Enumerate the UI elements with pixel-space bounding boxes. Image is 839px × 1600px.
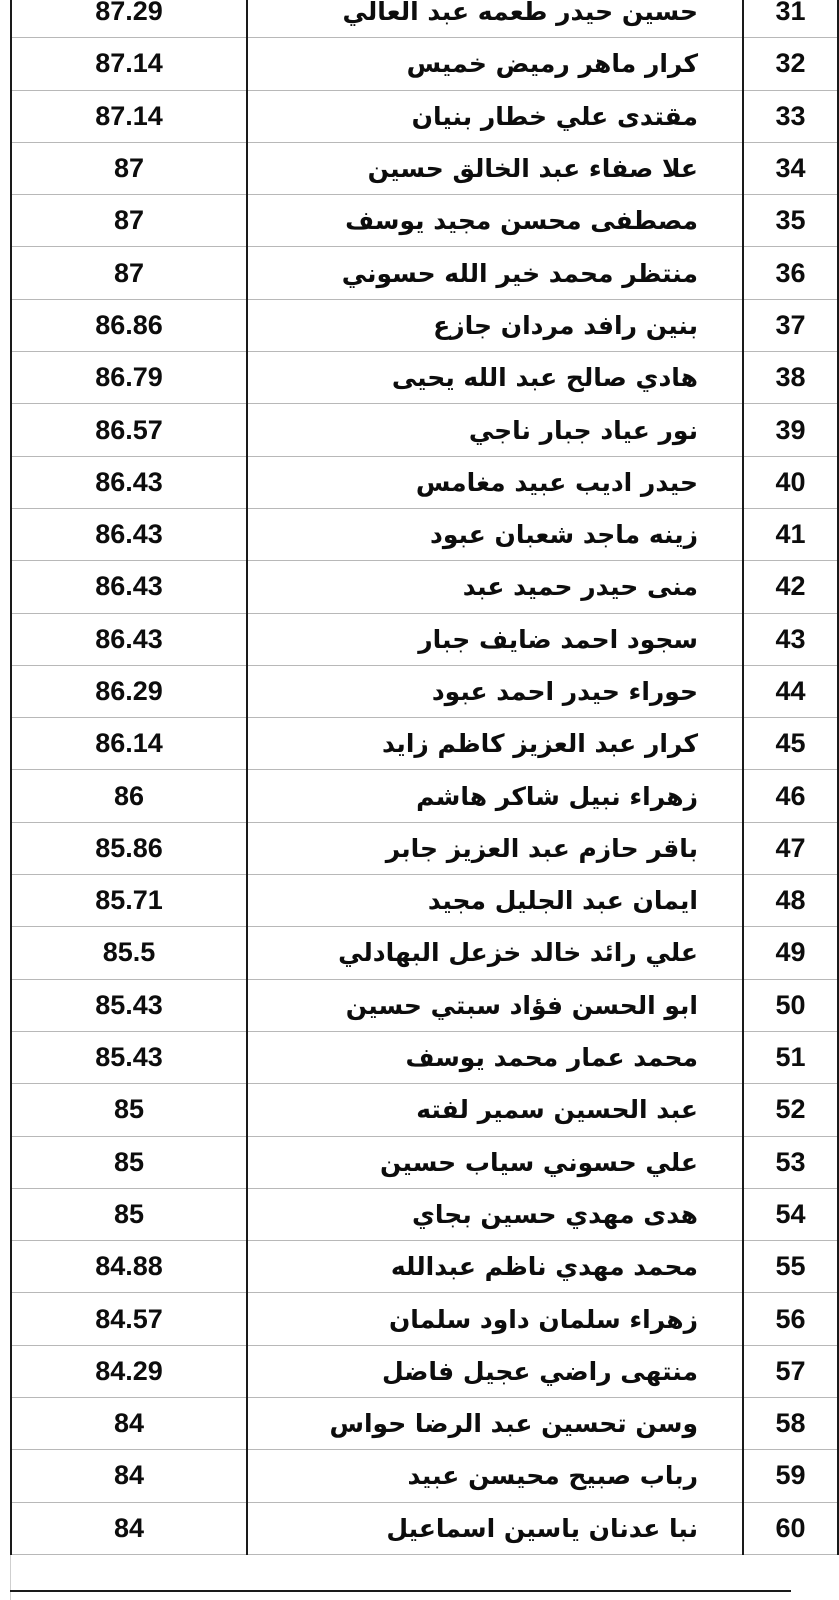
table-row (11, 1188, 838, 1240)
table-row (11, 927, 838, 979)
score-cell[interactable]: 84 (11, 1502, 247, 1554)
student-name-cell[interactable]: رباب صبيح محيسن عبيد (247, 1450, 743, 1502)
table-row (11, 404, 838, 456)
table-row (11, 1241, 838, 1293)
score-cell[interactable]: 87.14 (11, 38, 247, 90)
table-row (11, 1398, 838, 1450)
table-row (11, 508, 838, 560)
row-number-cell[interactable]: 53 (743, 1136, 838, 1188)
row-number-cell[interactable]: 44 (743, 665, 838, 717)
row-number-cell[interactable]: 56 (743, 1293, 838, 1345)
score-cell[interactable]: 86.43 (11, 613, 247, 665)
row-number-cell[interactable]: 55 (743, 1241, 838, 1293)
score-cell[interactable]: 86.57 (11, 404, 247, 456)
row-number-cell[interactable]: 45 (743, 718, 838, 770)
student-name-cell[interactable]: كرار عبد العزيز كاظم زايد (247, 718, 743, 770)
score-cell[interactable]: 87 (11, 247, 247, 299)
score-cell[interactable]: 84.88 (11, 1241, 247, 1293)
score-cell[interactable]: 87.14 (11, 90, 247, 142)
table-row (11, 1450, 838, 1502)
student-name-cell[interactable]: محمد مهدي ناظم عبدالله (247, 1241, 743, 1293)
student-name-cell[interactable]: هدى مهدي حسين بجاي (247, 1188, 743, 1240)
row-number-cell[interactable]: 38 (743, 352, 838, 404)
student-name-cell[interactable]: ايمان عبد الجليل مجيد (247, 875, 743, 927)
table-row (11, 718, 838, 770)
student-name-cell[interactable]: محمد عمار محمد يوسف (247, 1031, 743, 1083)
table-row (11, 1084, 838, 1136)
score-cell[interactable]: 84.57 (11, 1293, 247, 1345)
score-cell[interactable]: 86.43 (11, 561, 247, 613)
table-row (11, 1031, 838, 1083)
table-row (11, 456, 838, 508)
row-number-cell[interactable]: 57 (743, 1345, 838, 1397)
score-cell[interactable]: 85 (11, 1084, 247, 1136)
score-cell[interactable]: 85.43 (11, 979, 247, 1031)
row-number-cell[interactable]: 58 (743, 1398, 838, 1450)
score-cell[interactable]: 86.86 (11, 299, 247, 351)
table-row (11, 770, 838, 822)
table-row (11, 1136, 838, 1188)
student-name-cell[interactable]: منى حيدر حميد عبد (247, 561, 743, 613)
grades-table (10, 0, 839, 1555)
score-cell[interactable]: 84 (11, 1450, 247, 1502)
student-name-cell[interactable]: سجود احمد ضايف جبار (247, 613, 743, 665)
score-cell[interactable]: 85.43 (11, 1031, 247, 1083)
score-cell[interactable]: 87.29 (11, 0, 247, 38)
score-cell[interactable]: 85.71 (11, 875, 247, 927)
row-number-cell[interactable]: 47 (743, 822, 838, 874)
score-cell[interactable]: 84.29 (11, 1345, 247, 1397)
student-name-cell[interactable]: حوراء حيدر احمد عبود (247, 665, 743, 717)
student-name-cell[interactable]: مصطفى محسن مجيد يوسف (247, 195, 743, 247)
table-row (11, 195, 838, 247)
student-name-cell[interactable]: باقر حازم عبد العزيز جابر (247, 822, 743, 874)
score-cell[interactable]: 85.86 (11, 822, 247, 874)
student-name-cell[interactable]: نور عياد جبار ناجي (247, 404, 743, 456)
score-cell[interactable]: 87 (11, 195, 247, 247)
table-row (11, 38, 838, 90)
row-number-cell[interactable]: 46 (743, 770, 838, 822)
score-cell[interactable]: 85.5 (11, 927, 247, 979)
student-name-cell[interactable]: عبد الحسين سمير لفته (247, 1084, 743, 1136)
row-number-cell[interactable]: 35 (743, 195, 838, 247)
student-name-cell[interactable]: منتظر محمد خير الله حسوني (247, 247, 743, 299)
score-cell[interactable]: 85 (11, 1188, 247, 1240)
table-bottom-border (10, 1590, 791, 1592)
student-name-cell[interactable]: زهراء نبيل شاكر هاشم (247, 770, 743, 822)
score-cell[interactable]: 84 (11, 1398, 247, 1450)
student-name-cell[interactable]: علي رائد خالد خزعل البهادلي (247, 927, 743, 979)
row-number-cell[interactable]: 41 (743, 508, 838, 560)
score-cell[interactable]: 86.29 (11, 665, 247, 717)
row-number-cell[interactable]: 39 (743, 404, 838, 456)
student-name-cell[interactable]: زهراء سلمان داود سلمان (247, 1293, 743, 1345)
table-row (11, 352, 838, 404)
table-row (11, 979, 838, 1031)
row-number-cell[interactable]: 40 (743, 456, 838, 508)
row-number-cell[interactable]: 50 (743, 979, 838, 1031)
row-number-cell[interactable]: 33 (743, 90, 838, 142)
score-cell[interactable]: 86.14 (11, 718, 247, 770)
table-row (11, 822, 838, 874)
row-number-cell[interactable]: 32 (743, 38, 838, 90)
table-row (11, 875, 838, 927)
score-cell[interactable]: 87 (11, 142, 247, 194)
student-name-cell[interactable]: نبا عدنان ياسين اسماعيل (247, 1502, 743, 1554)
row-number-cell[interactable]: 34 (743, 142, 838, 194)
table-row (11, 299, 838, 351)
row-number-cell[interactable]: 31 (743, 0, 838, 38)
student-name-cell[interactable]: وسن تحسين عبد الرضا حواس (247, 1398, 743, 1450)
row-number-cell[interactable]: 60 (743, 1502, 838, 1554)
student-name-cell[interactable]: ابو الحسن فؤاد سبتي حسين (247, 979, 743, 1031)
score-cell[interactable]: 86.79 (11, 352, 247, 404)
student-name-cell[interactable]: منتهى راضي عجيل فاضل (247, 1345, 743, 1397)
table-row (11, 1502, 838, 1554)
table-row (11, 613, 838, 665)
student-name-cell[interactable]: مقتدى علي خطار بنيان (247, 90, 743, 142)
table-row (11, 90, 838, 142)
row-number-cell[interactable]: 36 (743, 247, 838, 299)
score-cell[interactable]: 86 (11, 770, 247, 822)
table-row (11, 561, 838, 613)
score-cell[interactable]: 86.43 (11, 508, 247, 560)
table-row (11, 247, 838, 299)
row-number-cell[interactable]: 49 (743, 927, 838, 979)
score-cell[interactable]: 86.43 (11, 456, 247, 508)
table-row (11, 0, 838, 38)
student-name-cell[interactable]: هادي صالح عبد الله يحيى (247, 352, 743, 404)
student-name-cell[interactable]: علي حسوني سياب حسين (247, 1136, 743, 1188)
row-number-cell[interactable]: 52 (743, 1084, 838, 1136)
table-row (11, 1345, 838, 1397)
student-name-cell[interactable]: حسين حيدر طعمه عبد العالي (247, 0, 743, 38)
table-row (11, 665, 838, 717)
student-name-cell[interactable]: علا صفاء عبد الخالق حسين (247, 142, 743, 194)
student-name-cell[interactable]: كرار ماهر رميض خميس (247, 38, 743, 90)
row-number-cell[interactable]: 42 (743, 561, 838, 613)
row-number-cell[interactable]: 48 (743, 875, 838, 927)
table-row (11, 1293, 838, 1345)
row-number-cell[interactable]: 43 (743, 613, 838, 665)
row-number-cell[interactable]: 59 (743, 1450, 838, 1502)
student-name-cell[interactable]: بنين رافد مردان جازع (247, 299, 743, 351)
row-number-cell[interactable]: 51 (743, 1031, 838, 1083)
row-number-cell[interactable]: 37 (743, 299, 838, 351)
student-name-cell[interactable]: زينه ماجد شعبان عبود (247, 508, 743, 560)
grades-table-body (11, 0, 838, 1554)
row-number-cell[interactable]: 54 (743, 1188, 838, 1240)
score-cell[interactable]: 85 (11, 1136, 247, 1188)
student-name-cell[interactable]: حيدر اديب عبيد مغامس (247, 456, 743, 508)
table-row (11, 142, 838, 194)
